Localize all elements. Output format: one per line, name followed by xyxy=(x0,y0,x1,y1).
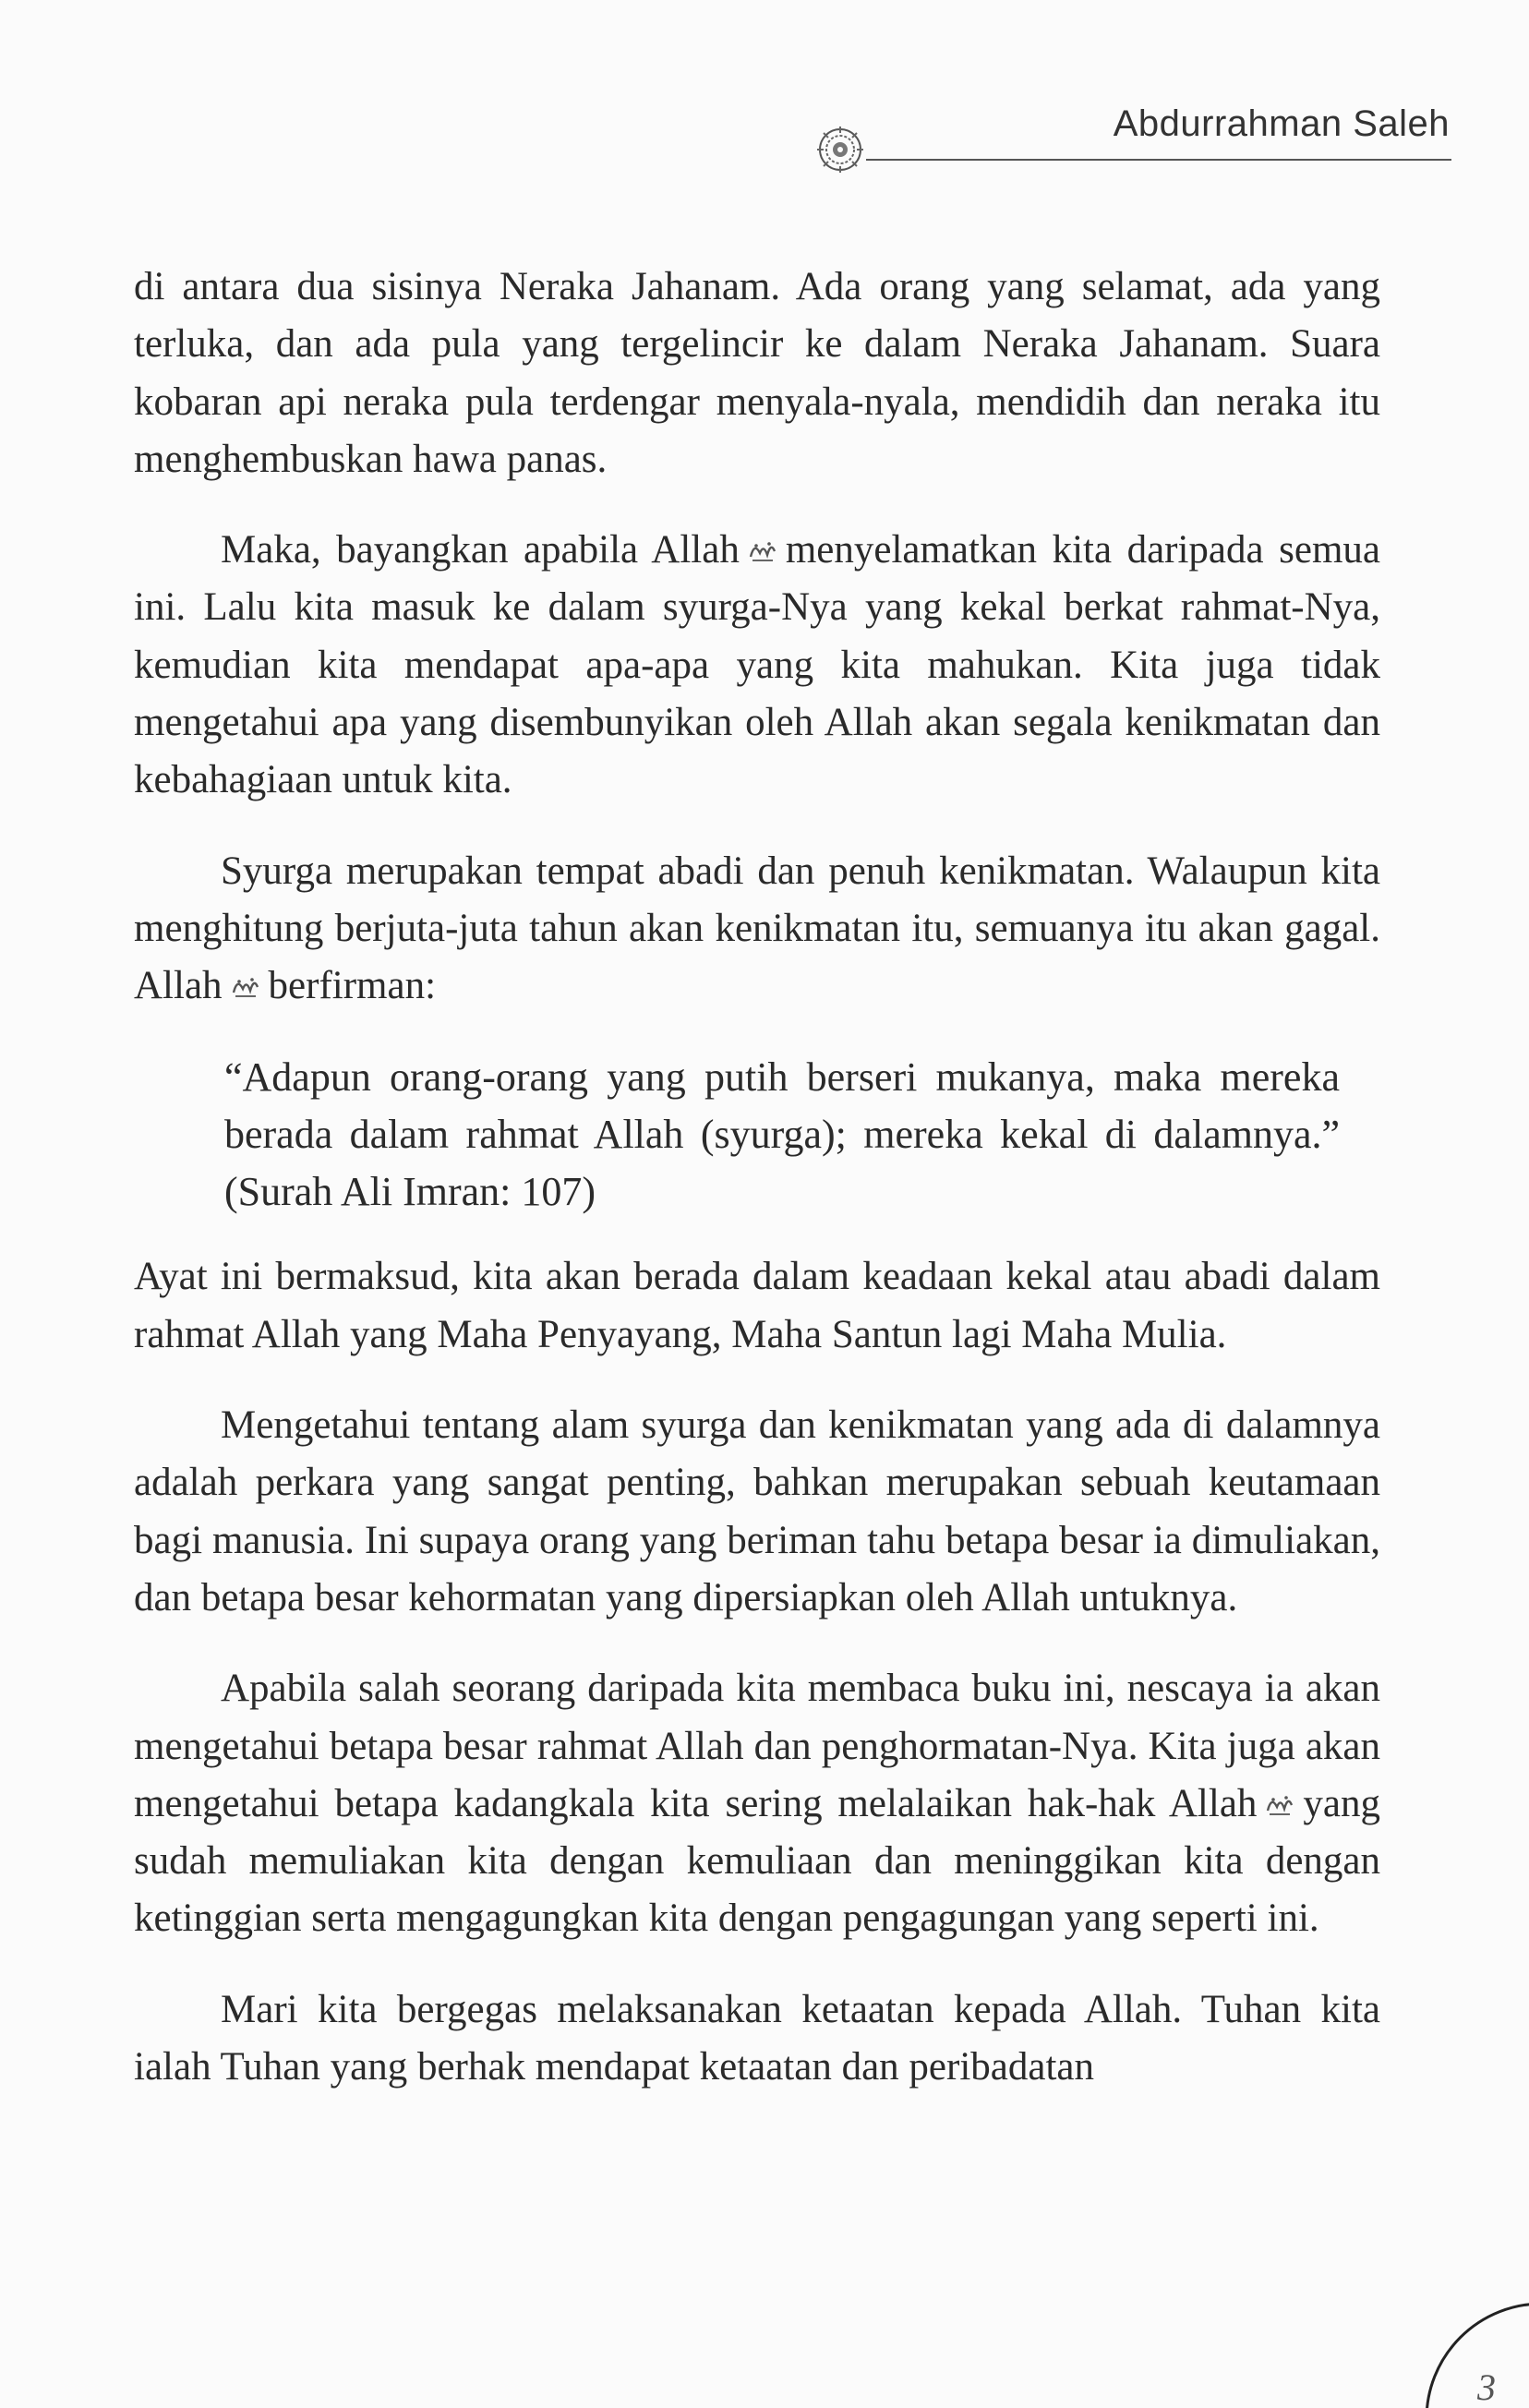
quran-quote: “Adapun orang-orang yang putih berseri mukanya, maka mereka berada dalam rahmat Allah (syurga); mereka kekal di dalamnya.” (Surah Ali Imran: 107) xyxy=(224,1054,1340,1215)
paragraph-2-part-b: menyelamatkan kita daripada semua ini. Lalu kita masuk ke dalam syurga-Nya yang kekal berkat rahmat-Nya, kemudian kita mendapat apa-apa yang kita mahukan. Kita juga tidak mengetahui apa yang disembunyikan oleh Allah akan segala kenikmatan dan kebahagiaan untuk kita. xyxy=(134,528,1380,802)
paragraph-5: Mengetahui tentang alam syurga dan kenikmatan yang ada di dalamnya adalah perkara yang sangat penting, bahkan merupakan sebuah keutamaan bagi manusia. Ini supaya orang yang beriman tahu betapa besar ia dimuliakan, dan betapa besar kehormatan yang dipersiapkan oleh Allah untuknya. xyxy=(134,1403,1380,1619)
running-header-author: Abdurrahman Saleh xyxy=(1113,103,1450,144)
paragraph-6-part-b: yang sudah memuliakan kita dengan kemuliaan dan meninggikan kita dengan ketinggian serta mengagungkan kita dengan pengagungan yang seperti ini. xyxy=(134,1781,1380,1941)
swt-calligraphy-icon xyxy=(747,536,778,564)
paragraph-3-part-a: Syurga merupakan tempat abadi dan penuh kenikmatan. Walaupun kita menghitung berjuta-juta tahun akan kenikmatan itu, semuanya itu akan gagal. Allah xyxy=(134,849,1380,1008)
paragraph-6-part-a: Apabila salah seorang daripada kita membaca buku ini, nescaya ia akan mengetahui betapa besar rahmat Allah dan penghormatan-Nya. Kita juga akan mengetahui betapa kadangkala kita sering melalaikan hak-hak Allah xyxy=(134,1667,1380,1825)
paragraph-6 xyxy=(134,1660,1380,1947)
paragraph-2 xyxy=(134,522,1380,809)
ornament-rosette-icon xyxy=(813,122,868,177)
paragraph-3 xyxy=(134,843,1380,1016)
paragraph-2-part-a: Maka, bayangkan apabila Allah xyxy=(221,528,740,572)
paragraph-1: di antara dua sisinya Neraka Jahanam. Ada orang yang selamat, ada yang terluka, dan ada pula yang tergelincir ke dalam Neraka Jahanam. Suara kobaran api neraka pula terdengar menyala-nyala, mendidih dan neraka itu menghembuskan hawa panas. xyxy=(134,265,1380,481)
page-number: 3 xyxy=(1477,2366,1496,2408)
body-text xyxy=(134,259,1380,2129)
paragraph-3-part-b: berfirman: xyxy=(268,964,437,1008)
running-header xyxy=(813,103,1450,187)
paragraph-4: Ayat ini bermaksud, kita akan berada dalam keadaan kekal atau abadi dalam rahmat Allah yang Maha Penyayang, Maha Santun lagi Maha Mulia. xyxy=(134,1255,1380,1356)
page-number-tab xyxy=(1403,2281,1529,2408)
paragraph-7: Mari kita bergegas melaksanakan ketaatan kepada Allah. Tuhan kita ialah Tuhan yang berhak mendapat ketaatan dan peribadatan xyxy=(134,1987,1380,2089)
swt-calligraphy-icon xyxy=(1264,1790,1295,1818)
swt-calligraphy-icon xyxy=(230,972,261,1000)
header-rule xyxy=(866,159,1451,161)
